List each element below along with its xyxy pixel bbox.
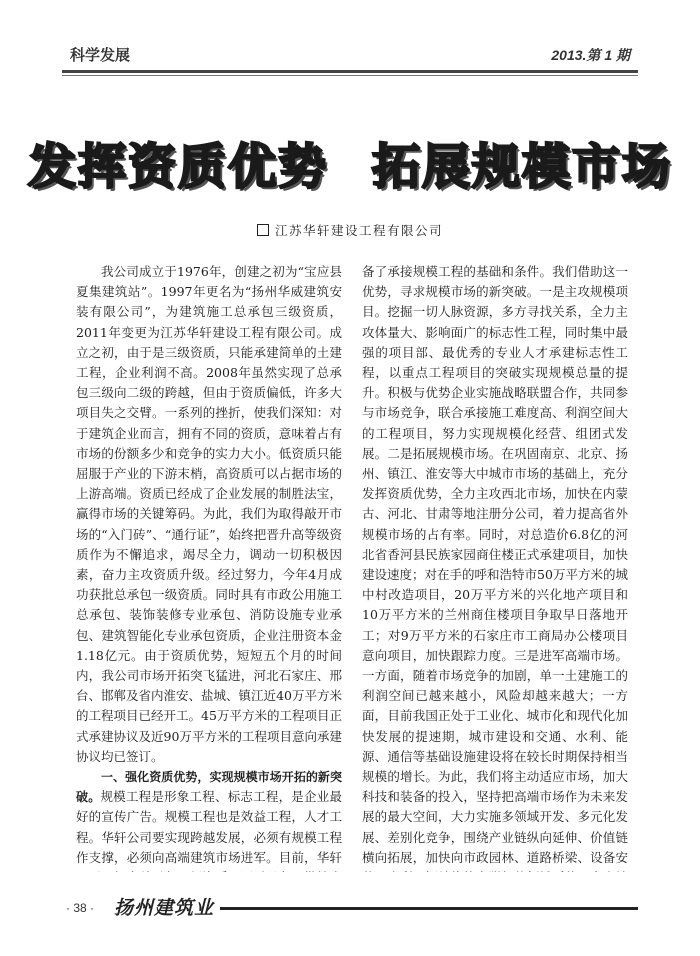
header-rule-thick [62,70,638,73]
page-number: · 38 · [66,901,95,915]
footer-rule [220,907,638,910]
paragraph-intro: 我公司成立于1976年，创建之初为“宝应县夏集建筑站”。1997年更名为“扬州华威建筑安装有限公司”，为建筑施工总承包三级资质，2011年变更为江苏华轩建设工程有限公司。成立之初，由于是三级资质，只能承建简单的土建工程，企业利润不高。2008年虽然实现了总承包三级向二级的跨越，但由于资质偏低，许多大项目失之交臂。一系列的挫折，使我们深知：对于建筑企业而言，拥有不同的资质，意味着占有市场的份额多少和竞争的实力大小。低资质只能屈服于产业的下游末梢，高资质可以占据市场的上游高端。资质已经成了企业发展的制胜法宝，赢得市场的关键筹码。为此，我们为取得敲开市场的“入门砖”、“通行证”，始终把晋升高等级资质作为不懈追求，竭尽全力，调动一切积极因素，奋力主攻资质升级。经过努力，今年4月成功获批总承包一级资质。同时具有市政公用施工总承包、装饰装修专业承包、消防设施专业承包、建筑智能化专业承包资质，企业注册资本金1.18亿元。由于资质优势，短短五个月的时间内，我公司市场开拓突飞猛进，河北石家庄、邢台、邯郸及省内淮安、盐城、镇江近40万平方米的工程项目已经开工。45万平方米的工程项目正式承建协议及近90万平方米的工程项目意向承建协议均已签订。 [76,264,342,764]
section-1-text: 规模工程是形象工程、标志工程，是企业最好的宣传广告。规模工程也是效益工程，人才工程。华轩公司要实现跨越发展，必须有规模工程作支撑，必须向高端建筑市场进军。目前，华轩 [76,789,342,865]
paragraph-continued: 备了承接规模工程的基础和条件。我们借助这一优势，寻求规模市场的新突破。一是主攻规模项目。挖掘一切人脉资源，多方寻找关系，全力主攻体量大、影响面广的标志性工程，同时集中最强的项目部、最优秀的专业人才承建标志性工程，以重点工程项目的突破实现规模总量的提升。积极与优势企业实施战略联盟合作，共同参与市场竞争，联合承接施工难度高、利润空间大的工程项目，努力实现规模化经营、组团式发展。二是拓展规模市场。在巩固南京、北京、扬州、镇江、淮安等大中城市市场的基础上，充分发挥资质优势，全力主攻西北市场，加快在内蒙古、河北、甘肃等地注册分公司，着力提高省外规模市场的占有率。同时，对总造价6.8亿的河北省香河县民族家园商住楼正式承建项目，加快建设速度；对在手的呼和浩特市50万平方米的城中村改造项目，20万平方米的兴化地产项目和10万平方米的兰州商住楼项目争取早日落地开工；对9万平方米的石家庄市工商局办公楼项目意向项目，加快跟踪力度。三是进军高端市场。一方面，随着市场竞争的加剧，单一土建施工的利润空间已越来越小，风险却越来越大；一方面，目前我国正处于工业化、城市化和现代化加快发展的提速期，城市建设和交通、水利、能源、通信等基础设施建设将在较长时期保持相当规模的增长。为此，我们将主动适应市场，加大科技和装备的投入，坚持把高端市场作为未来发展的最大空间，大力实施多领域开发、多元化发展、差别化竞争，围绕产业链纵向延伸、价值链横向拓展，加快向市政园林、道路桥梁、设备安 [362,264,628,865]
right-column [362,262,628,872]
article-title [0,128,700,197]
author-byline [0,221,700,239]
header-rule-thin [62,75,638,76]
article-title-part-1: 发挥资质优势 [27,139,328,195]
running-header [62,40,638,70]
issue-number: 2013.第 1 期 [551,47,630,63]
magazine-logo: 扬州建筑业 [114,897,215,919]
section-heading-1: 一、强化资质优势，实现规模市场开拓的新突破。 [76,770,342,805]
square-bullet-icon [257,224,269,236]
paragraph-section-1 [76,767,342,872]
page-footer [62,893,638,923]
article-title-part-2: 拓展规模市场 [372,139,673,195]
left-column [76,262,342,872]
author-name: 江苏华轩建设工程有限公司 [274,223,443,238]
section-name: 科学发展 [70,46,131,64]
